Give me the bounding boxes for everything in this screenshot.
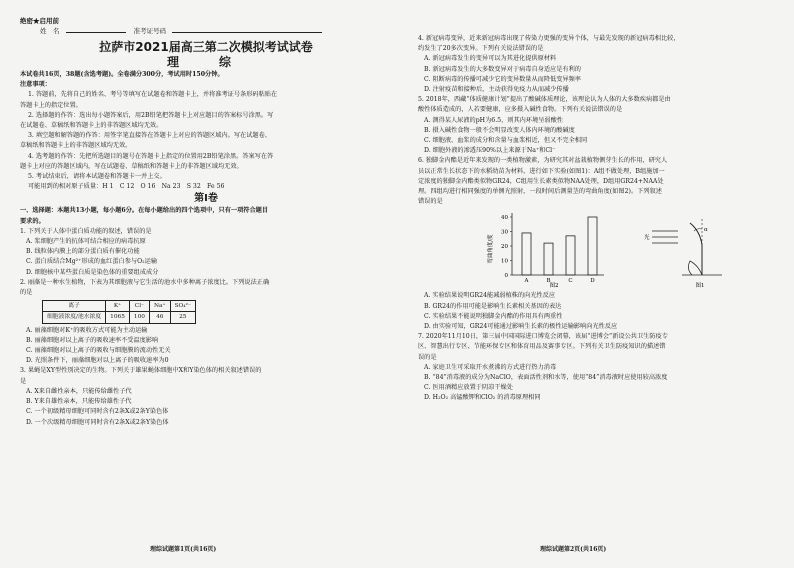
leaf: [688, 261, 702, 275]
question-2-stem: 2. 丽藻是一种水生植物，下表为其细胞液与它生活的池水中多种离子浓度比。下列说法正确: [20, 278, 270, 286]
question-1-option: A. 浆细胞产生的抗体可结合相应的病毒抗原: [26, 238, 146, 246]
exam-subject: 理 综: [166, 55, 245, 69]
bar-A: [522, 233, 531, 275]
figure-1-caption: 图1: [695, 283, 705, 290]
x-tick-label: B: [546, 278, 551, 285]
x-tick-label: C: [568, 278, 573, 285]
y-axis-label: 弯曲角度/度: [488, 234, 494, 265]
question-7-option: C. 医用酒精应放置于阴凉干燥处: [424, 384, 513, 392]
table-cell: Cl⁻: [129, 301, 149, 312]
y-tick-label: 20: [501, 244, 508, 251]
name-row: [40, 26, 328, 35]
seedling-diagram: [642, 209, 752, 289]
question-5-stem: 5. 2018年，西藏“体质健康计划”提出了酸碱体质理论，该理论认为人体的大多数疾病都是由: [418, 96, 671, 104]
question-2-option: A. 丽藻细胞对K⁺的吸收方式可能为主动运输: [26, 326, 148, 334]
table-cell: Na⁺: [149, 301, 170, 312]
note-line: 2. 选择题的作答：选出每小题答案后，用2B铅笔把答题卡上对应题目的答案标号涂黑。写: [28, 111, 274, 119]
note-line: 4. 选考题的作答：先把所选题目的题号在答题卡上指定的位置用2B铅笔涂黑。答案写在答: [28, 152, 274, 160]
bar-D: [588, 217, 597, 275]
question-6-option: C. 实验结果不能说明独脚金内酯的作用具有两重性: [424, 312, 563, 320]
y-tick-label: 40: [501, 215, 508, 222]
table-cell: K⁺: [106, 301, 130, 312]
table-cell: 细胞液浓度/池水浓度: [43, 312, 106, 323]
table-cell: 100: [129, 312, 149, 323]
question-6-stem: 员以正常生长状态下的水稻幼苗为材料，进行如下实验(如图1)：A组不做处理，B组施加一: [418, 167, 665, 175]
table-header-row: [43, 301, 196, 312]
note-line: 在试题卷、草稿纸和答题卡上的非答题区域均无效。: [20, 122, 163, 130]
x-tick-label: A: [524, 278, 529, 285]
bent-tip: [690, 223, 702, 245]
question-6-option: A. 实验结果说明GR24能减弱植株的向光性反应: [424, 292, 556, 300]
exam-no-blank: [172, 32, 322, 33]
question-5-option: A. 测得某人尿液的pH为6.5，则其内环境呈弱酸性: [424, 116, 563, 124]
table-cell: 1065: [106, 312, 130, 323]
question-3-option: A. X来自雌性亲本，只能传给雌性子代: [26, 387, 132, 395]
question-6-option: B. GR24的作用可能是影响生长素相关基因的表达: [424, 302, 562, 310]
table-cell: 离子: [43, 301, 106, 312]
question-3-option: B. Y来自雄性亲本，只能传给雄性子代: [26, 398, 132, 406]
light-label: 光: [644, 235, 650, 242]
left-column: [20, 40, 392, 428]
ion-ratio-table: [42, 300, 196, 323]
question-5-option: D. 细胞外液的渗透压90%以上来源于Na⁺和Cl⁻: [424, 147, 556, 155]
question-6-stem: 定浓度的独脚金内酯类似物GR24，C组用生长素类似物NAA处理，D组用GR24+NAA处: [418, 177, 664, 185]
note-line: 题卡上对应的答题区域内，写在试题卷、草稿纸和答题卡上的非答题区域均无效。: [20, 162, 243, 170]
bar-B: [544, 244, 553, 276]
question-6-option: D. 由实验可知，GR24可能通过影响生长素的极性运输影响向光性反应: [424, 323, 618, 331]
footer-page-1: 理综试题第1页(共16页): [150, 546, 217, 553]
question-4-option: D. 注射疫苗和接种后，主动获得免疫力从而减少传播: [424, 86, 569, 94]
footer-page-2: 理综试题第2页(共16页): [540, 546, 607, 553]
exam-title: 拉萨市2021届高三第二次模拟考试试卷: [99, 40, 313, 54]
question-4-stem: 约发生了20多次变异。下列有关说法错误的是: [418, 45, 544, 53]
part-one-desc: 一、选择题：本题共13小题，每小题6分。在每小题给出的四个选项中，只有一项符合题目: [20, 207, 269, 215]
question-7-stem: 7. 2020年11月10日，第三届中国国际进口博览会闭幕，该届“进博会”新设公共卫生防疫专: [418, 333, 668, 341]
notes-heading: 注意事项：: [20, 81, 51, 89]
angle-arc: [694, 229, 702, 231]
question-5-option: C. 细胞液、血浆的成分和含量与血浆相近，但又不完全相同: [424, 137, 588, 145]
question-3-stem: 是: [20, 377, 27, 385]
note-line: 答题卡上的指定位置。: [20, 101, 82, 109]
name-blank: [66, 32, 126, 33]
question-6-stem: 理。四组均进行相同强度的单侧光照射，一段时间后测量茎的弯曲角度(如图2)。下列叙述: [418, 188, 662, 196]
intro: 本试卷共16页，38题(含选考题)。全卷满分300分，考试用时150分钟。: [20, 71, 224, 78]
question-7-option: A. 家庭卫生可采取开水煮沸的方式进行热力消毒: [424, 363, 557, 371]
question-2-option: D. 光照条件下，丽藻细胞对以上离子的吸收速率为0: [26, 357, 169, 365]
note-line: 草稿纸和答题卡上的非答题区域均无效。: [20, 142, 132, 150]
y-tick-label: 0: [504, 273, 508, 280]
atomic-mass-line: 可能用到的相对原子质量：H 1 C 12 O 16 Na 23 S 32 Fe 56: [28, 183, 225, 191]
question-6-stem: 错误的是: [418, 198, 443, 206]
figure-2-caption: 图2: [549, 283, 559, 290]
question-7-stem: 区、智慧出行专区、节能环保专区和体育用品及赛事专区。下列有关卫生防疫知识的描述错: [418, 343, 666, 351]
note-line: 1. 答题前，先将自己的姓名、考号等填写在试题卷和答题卡上，并将准考证号条形码粘贴在: [28, 91, 278, 99]
question-6-figures: [484, 209, 790, 289]
question-7-option: D. H₂O₂ 高锰酸钾和ClO₂ 的消毒原理相同: [424, 394, 541, 402]
question-1-option: D. 细胞核中某些蛋白质是染色体的重要组成成分: [26, 268, 159, 276]
question-3-stem: 3. 果蝇是XY型性别决定的生物。下列关于雄果蝇体细胞中X和Y染色体的相关叙述错误的: [20, 367, 262, 375]
question-3-option: C. 一个初级精母细胞可同时含有2条X或2条Y染色体: [26, 408, 169, 416]
question-2-option: B. 丽藻细胞对以上离子的吸收速率不受温度影响: [26, 336, 159, 344]
question-7-option: B. “84”消毒液的成分为NaClO，表面活性剂和水等，使用“84”消毒液时应使用较高浓度: [424, 374, 668, 382]
angle-label: α: [704, 227, 708, 234]
question-4-option: B. 新冠病毒发生的大多数变异对于病毒自身适应是有利的: [424, 65, 581, 73]
question-7-stem: 误的是: [418, 353, 437, 361]
question-4-option: A. 新冠病毒发生的变异可以为其进化提供原材料: [424, 55, 557, 63]
question-1-option: C. 蛋白质结合Mg²⁺形成的血红蛋白参与O₂运输: [26, 258, 158, 266]
note-line: 3. 填空题和解答题的作答：用签字笔直接答在答题卡上对应的答题区域内。写在试题卷、: [28, 132, 271, 140]
name-label: 姓 名: [40, 27, 60, 35]
table-cell: 25: [170, 312, 195, 323]
x-tick-label: D: [590, 278, 595, 285]
part-one-heading: 第Ⅰ卷: [194, 193, 218, 205]
bar-C: [566, 236, 575, 275]
secret-label: 绝密★启用前: [20, 17, 59, 25]
question-2-option: C. 丽藻细胞对以上离子的吸收与细胞膜的流动性无关: [26, 347, 171, 355]
question-5-stem: 酸性体质造成的，人若要健康，应多摄入碱性食物。下列有关说法错误的是: [418, 106, 623, 114]
table-cell: 46: [149, 312, 170, 323]
table-row: [43, 312, 196, 323]
question-5-option: B. 摄入碱性食物一般不会明显改变人体内环境的酸碱度: [424, 126, 575, 134]
question-4-stem: 4. 新冠病毒变异，近来新冠病毒出现了传染力更强的变异个体，与最先发现的新冠病毒相比较，: [418, 35, 680, 42]
question-2-stem: 的是: [20, 289, 33, 297]
table-cell: SO₄²⁻: [170, 301, 195, 312]
bend-angle-bar-chart: [484, 209, 624, 289]
exam-no-label: 准考证号码: [133, 27, 167, 35]
question-3-option: D. 一个次级精母细胞可同时含有2条X或2条Y染色体: [26, 418, 169, 426]
y-tick-label: 30: [501, 229, 508, 236]
question-6-stem: 6. 独脚金内酯是近年来发现的一类植物激素，为研究其对盆栽植物侧芽生长的作用，研究人: [418, 157, 668, 165]
part-one-desc: 要求的。: [20, 217, 45, 225]
question-4-option: C. 阻断病毒的传播可减少它的变异数量从而降低变异频率: [424, 75, 581, 83]
question-1-option: B. 线粒体内膜上的部分蛋白质有催化功能: [26, 248, 140, 256]
note-line: 5. 考试结束后，请将本试题卷和答题卡一并上交。: [28, 173, 166, 181]
question-1-stem: 1. 下列关于人体中蛋白质功能的叙述，错误的是: [20, 227, 152, 235]
right-column: [418, 34, 790, 404]
y-tick-label: 10: [501, 258, 508, 265]
